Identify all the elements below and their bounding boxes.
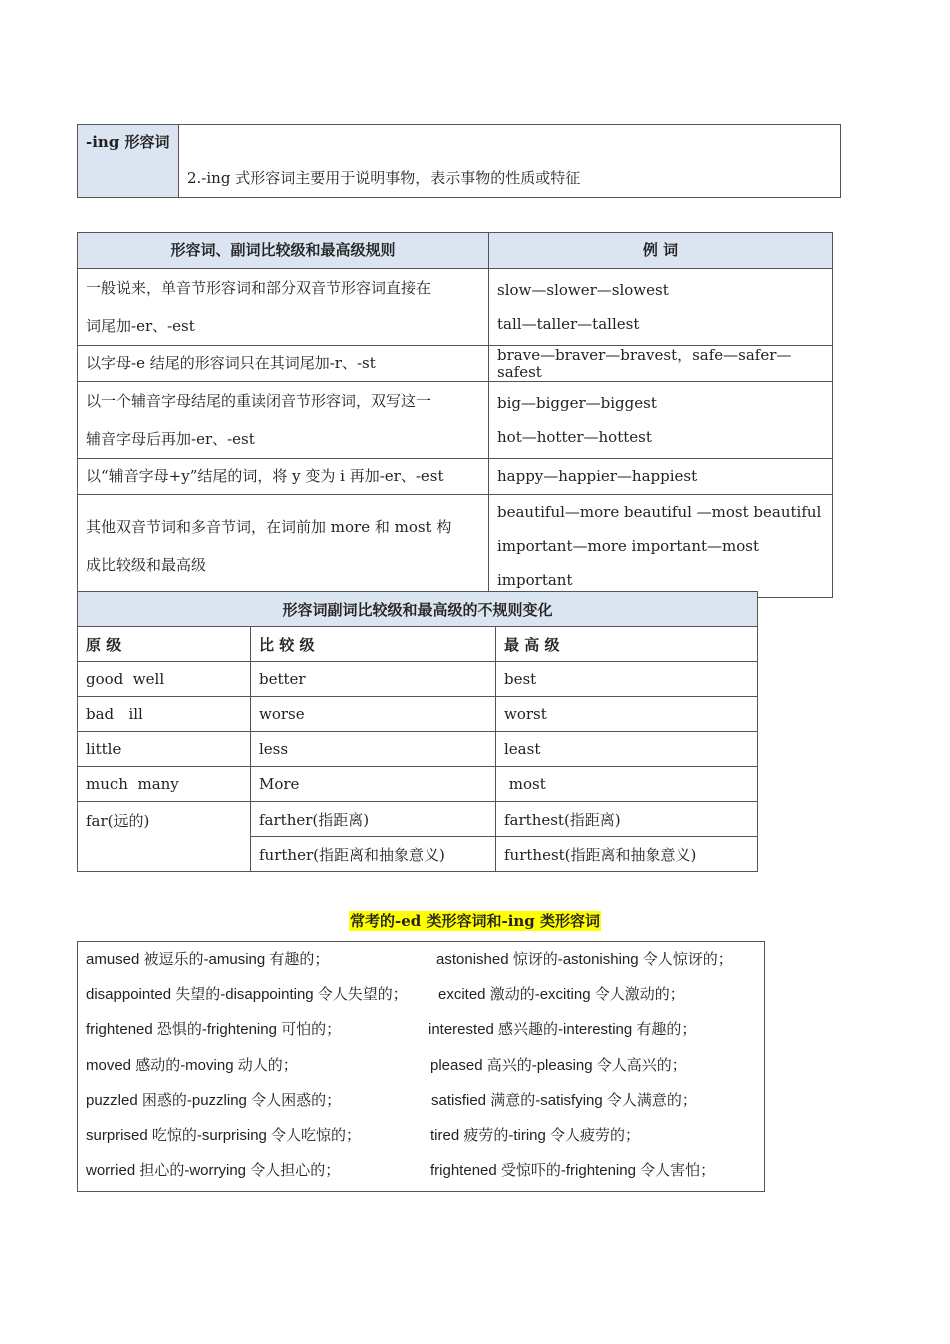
rule-line: 词尾加-er、-est: [86, 317, 195, 335]
irregular-forms-table: [77, 591, 758, 872]
superlative-form: best: [496, 662, 758, 697]
pair-right: satisfied 满意的-satisfying 令人满意的；: [431, 1092, 697, 1109]
rule-text: [78, 382, 489, 459]
rule-line: 一般说来，单音节形容词和部分双音节形容词直接在: [86, 279, 432, 297]
pair-left: frightened 恐惧的-frightening 可怕的；: [86, 1021, 342, 1038]
pair-right: pleased 高兴的-pleasing 令人高兴的；: [430, 1057, 687, 1074]
pair-right: excited 激动的-exciting 令人激动的；: [438, 986, 685, 1003]
ed-ing-heading-wrap: [0, 910, 950, 931]
rule-examples: [489, 495, 833, 598]
superlative-form: least: [496, 732, 758, 767]
pair-left: disappointed 失望的-disappointing 令人失望的；: [86, 986, 408, 1003]
table-row: [78, 732, 758, 767]
rule-text: [78, 495, 489, 598]
table-row: [78, 802, 758, 837]
comparative-form: worse: [251, 697, 496, 732]
pair-left: surprised 吃惊的-surprising 令人吃惊的；: [86, 1127, 362, 1144]
comparative-form: farther(指距离): [251, 802, 496, 837]
ed-ing-heading: 常考的-ed 类形容词和-ing 类形容词: [349, 912, 601, 930]
rule-row: [78, 269, 833, 346]
comparative-form: More: [251, 767, 496, 802]
comparative-form: less: [251, 732, 496, 767]
pair-right: tired 疲劳的-tiring 令人疲劳的；: [430, 1127, 641, 1144]
ed-ing-pairs-box: [77, 941, 765, 1192]
rule-row: [78, 346, 833, 382]
irregular-title: 形容词副词比较级和最高级的不规则变化: [78, 592, 758, 627]
rule-examples: [489, 382, 833, 459]
rule-examples: happy—happier—happiest: [489, 459, 833, 495]
ing-adjective-table: [77, 124, 841, 198]
example-line: important—more important—most important: [497, 537, 760, 589]
col-superlative: 最 高 级: [496, 627, 758, 662]
pair-left: moved 感动的-moving 动人的；: [86, 1057, 298, 1074]
rule-text: 以字母-e 结尾的形容词只在其词尾加-r、-st: [78, 346, 489, 382]
superlative-form: furthest(指距离和抽象意义): [496, 837, 758, 872]
example-line: hot—hotter—hottest: [497, 428, 652, 446]
rules-header: 形容词、副词比较级和最高级规则: [78, 233, 489, 269]
comparative-form: further(指距离和抽象意义): [251, 837, 496, 872]
superlative-form: worst: [496, 697, 758, 732]
rule-examples: brave—braver—bravest，safe—safer—safest: [489, 346, 833, 382]
rule-line: 其他双音节词和多音节词，在词前加 more 和 most 构: [86, 518, 452, 536]
table-row: [78, 662, 758, 697]
example-line: big—bigger—biggest: [497, 394, 657, 412]
pair-right: interested 感兴趣的-interesting 有趣的；: [428, 1021, 697, 1038]
rule-line: 以一个辅音字母结尾的重读闭音节形容词，双写这一: [86, 392, 432, 410]
rule-row: [78, 459, 833, 495]
col-base: 原 级: [78, 627, 251, 662]
pair-left: amused 被逗乐的-amusing 有趣的；: [86, 951, 330, 968]
table-row: [78, 697, 758, 732]
base-form: far(远的): [78, 802, 251, 872]
superlative-form: most: [496, 767, 758, 802]
example-line: beautiful—more beautiful —most beautiful: [497, 503, 822, 521]
rule-line: 辅音字母后再加-er、-est: [86, 430, 255, 448]
base-form: much many: [78, 767, 251, 802]
comparison-rules-table: [77, 232, 833, 598]
rule-text: 以“辅音字母+y”结尾的词，将 y 变为 i 再加-er、-est: [78, 459, 489, 495]
example-line: slow—slower—slowest: [497, 281, 669, 299]
ing-description: 2.-ing 式形容词主要用于说明事物，表示事物的性质或特征: [179, 125, 841, 198]
base-form: little: [78, 732, 251, 767]
rule-row: [78, 495, 833, 598]
rule-line: 成比较级和最高级: [86, 556, 207, 574]
col-comparative: 比 较 级: [251, 627, 496, 662]
base-form: good well: [78, 662, 251, 697]
table-row: [78, 767, 758, 802]
rule-row: [78, 382, 833, 459]
rule-text: [78, 269, 489, 346]
comparative-form: better: [251, 662, 496, 697]
superlative-form: farthest(指距离): [496, 802, 758, 837]
pair-right: astonished 惊讶的-astonishing 令人惊讶的；: [436, 951, 733, 968]
ing-label: -ing 形容词: [78, 125, 179, 198]
examples-header: 例 词: [489, 233, 833, 269]
base-form: bad ill: [78, 697, 251, 732]
pair-left: worried 担心的-worrying 令人担心的；: [86, 1162, 341, 1179]
pair-left: puzzled 困惑的-puzzling 令人困惑的；: [86, 1092, 342, 1109]
rule-examples: [489, 269, 833, 346]
pair-right: frightened 受惊吓的-frightening 令人害怕；: [430, 1162, 716, 1179]
example-line: tall—taller—tallest: [497, 315, 640, 333]
